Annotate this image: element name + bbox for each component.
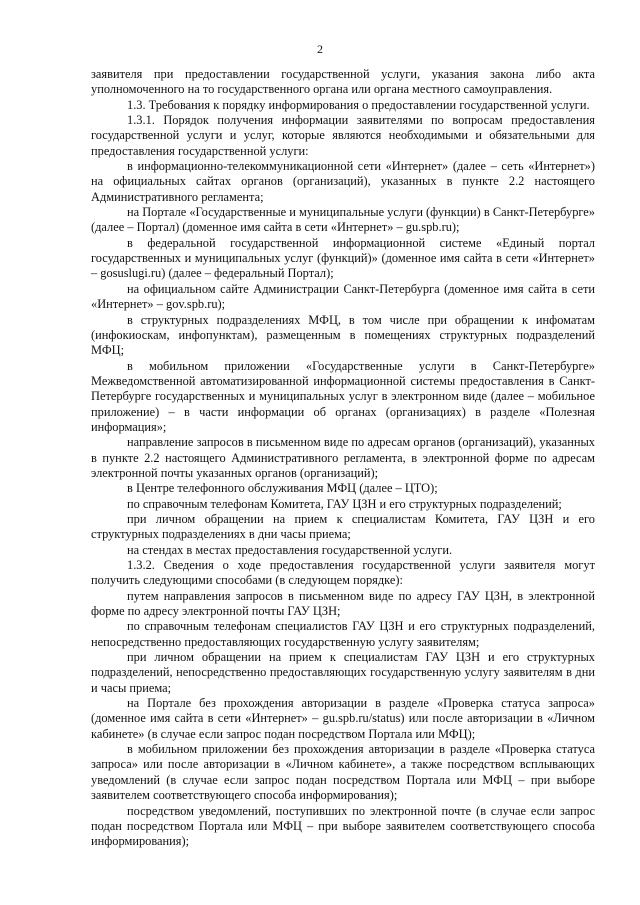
list-item-mfc: в структурных подразделениях МФЦ, в том числе при обращении к инфоматам (инфокиоскам, инфопунктам), размещенным в помещениях структурных подразделений МФЦ; — [91, 312, 595, 358]
list-item-phones: по справочным телефонам Комитета, ГАУ ЦЗН и его структурных подразделений; — [127, 496, 562, 511]
list-item-stands: на стендах в местах предоставления государственной услуги. — [127, 542, 453, 557]
status-item-phones: по справочным телефонам специалистов ГАУ ЦЗН и его структурных подразделений, непосредственно предоставляющих государственную услугу заявителям; — [91, 619, 595, 649]
status-item-written: путем направления запросов в письменном виде по адресу ГАУ ЦЗН, в электронной форме по адресу электронной почты ГАУ ЦЗН; — [91, 588, 595, 619]
list-item-administration-site: на официальном сайте Администрации Санкт-Петербурга (доменное имя сайта в сети «Интернет» – gov.spb.ru); — [91, 281, 595, 312]
list-item-call-center: в Центре телефонного обслуживания МФЦ (далее – ЦТО); — [127, 481, 438, 496]
list-item-mobile-app: в мобильном приложении «Государственные услуги в Санкт-Петербурге» Межведомственной автоматизированной информационной системы предоставления в Санкт-Петербурге государственных и муниципальных услуг в электронном виде (далее – мобильное приложение) – в части информации об органах (организациях) в разделе «Полезная информация»; — [91, 358, 595, 434]
subsection-1-3-2-intro: 1.3.2. Сведения о ходе предоставления государственной услуги заявителя могут получить следующими способами (в следующем порядке): — [91, 558, 595, 588]
list-item-written-requests: направление запросов в письменном виде по адресам органов (организаций), указанных в пункте 2.2 настоящего Административного регламента, в электронной форме по адресам электронной почты указанных органов (организаций); — [91, 435, 595, 480]
section-heading-1-3: 1.3. Требования к порядку информирования о предоставлении государственной услуги. — [127, 97, 590, 112]
status-item-personal-visit: при личном обращении на прием к специалистам ГАУ ЦЗН и его структурных подразделений, непосредственно предоставляющих государственную услугу заявителям в дни и часы приема; — [91, 650, 595, 695]
status-item-mobile-app: в мобильном приложении без прохождения авторизации в разделе «Проверка статуса запроса» или после авторизации в «Личном кабинете», а также посредством всплывающих уведомлений (в случае если запрос подан посредством Портала или МФЦ – при выборе заявителем соответствующего способа информирования); — [91, 742, 595, 803]
list-item-personal-visit: при личном обращении на прием к специалистам Комитета, ГАУ ЦЗН и его структурных подразделениях в дни часы приема; — [91, 511, 595, 542]
status-item-email: посредством уведомлений, поступивших по электронной почте (в случае если запрос подан посредством Портала или МФЦ – при выборе заявителем соответствующего способа информирования); — [91, 803, 595, 849]
list-item-portal: на Портале «Государственные и муниципальные услуги (функции) в Санкт-Петербурге» (далее – Портал) (доменное имя сайта в сети «Интернет» – gu.spb.ru); — [91, 205, 595, 235]
status-item-portal: на Портале без прохождения авторизации в разделе «Проверка статуса запроса» (доменное имя сайта в сети «Интернет» – gu.spb.ru/status) или после авторизации в «Личном кабинете» (в случае если запрос подан посредством Портала или МФЦ); — [91, 696, 595, 741]
page-number: 2 — [317, 42, 323, 56]
list-item-internet: в информационно-телекоммуникационной сети «Интернет» (далее – сеть «Интернет») на официальных сайтах органов (организаций), указанных в пункте 2.2 настоящего Административного регламента; — [91, 159, 595, 204]
paragraph-continuation: заявителя при предоставлении государственной услуги, указания закона либо акта уполномоченного на то государственного органа или органа местного самоуправления. — [91, 67, 595, 97]
list-item-federal-portal: в федеральной государственной информационной системе «Единый портал государственных и муниципальных услуг (функций)» (доменное имя сайта в сети «Интернет» – gosuslugi.ru) (далее – федеральный Портал); — [91, 235, 595, 281]
subsection-1-3-1-intro: 1.3.1. Порядок получения информации заявителями по вопросам предоставления государственной услуги и услуг, которые являются необходимыми и обязательными для предоставления государственной услуги: — [91, 113, 595, 158]
document-body — [91, 67, 595, 850]
